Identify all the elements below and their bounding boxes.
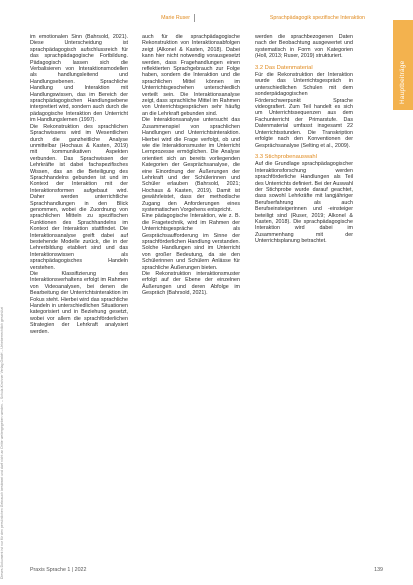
- footer-journal: Praxis Sprache 1 | 2022: [30, 567, 87, 573]
- paragraph: Die Interaktionsanalyse untersucht das Zusammenspiel von sprachlichen Handlungen und Unterrichtsinteraktion. Hierbei wird die Frage verfolgt, ob und wie die Interaktionsmuster im Unterricht Lernprozesse ermöglichen. Die Analyse orientiert sich an bereits vorliegenden Kategorien der Gesprächsanalyse, die eine Einordnung der Äußerungen der Lehrkraft und der Schülerinnen und Schüler erlauben (Bahrsold, 2021; Hochaus & Kasten, 2019). Damit ist gewährleistet, dass der methodische Zugang den Anforderungen eines systematischen Vorgehens entspricht.: [142, 117, 240, 213]
- paragraph: Eine pädagogische Interaktion, wie z. B. die Fragetechnik, wird im Rahmen der Unterrichtsgespräche als Gesprächsaufforderung im Sinne der sprachförderlichen Handlung verstanden. Solche Handlungen sind im Unterricht von großer Bedeutung, da sie den Schülerinnen und Schülern Anlässe für sprachliche Äußerungen bieten.: [142, 213, 240, 271]
- section-tab: [393, 20, 413, 110]
- section-tab-label: Hauptbeiträge: [399, 60, 406, 104]
- section-heading: 3.3 Stichprobenauswahl: [255, 153, 317, 160]
- header-title: Sprachpädagogik spezifische Interaktion: [269, 15, 365, 21]
- running-header: [60, 14, 365, 24]
- side-copyright-strip: [0, 0, 16, 585]
- paragraph: Die Rekonstruktion interaktionsmuster erfolgt auf der Ebene der einzelnen Äußerungen und deren Abfolge im Gespräch (Bahrsold, 2021).: [142, 271, 240, 297]
- side-copyright-text: Dieses Dokument ist nur für den persönlichen Gebrauch bestimmt und darf nicht an Dritte weitergegeben werden. – Schulz-Kirchner Verlag GmbH – Urheberrechtlich geschützt: [0, 306, 4, 579]
- header-separator: [194, 14, 195, 22]
- page-footer: [30, 567, 383, 575]
- paragraph: werden die sprachbezogenen Daten nach der Beobachtung ausgewertet und systematisch in Form von Kategorien (Holl, 2013; Ruser, 2019) strukturiert.: [255, 34, 353, 60]
- paragraph: Für die Rekonstruktion der Interaktion wurde das Unterrichtsgespräch in unterschiedlichen Schulen mit dem sonderpädagogischen Förderschwerpunkt Sprache videografiert. Zum Teil handelt es sich um Unterrichtssequenzen aus dem Fachunterricht der Primarstufe. Das Datenmaterial umfasst insgesamt 22 Unterrichtsstunden. Die Transkription erfolgte nach den Konventionen der Gesprächsanalyse (Selting et al., 2009).: [255, 72, 353, 149]
- header-author: Marie Ruser: [161, 15, 190, 21]
- text-column-2: [142, 34, 240, 554]
- paragraph: im emotionalen Sinn (Bahrsold, 2021). Diese Unterscheidung ist sprachpädagogisch aufschlussreich für das sprachpädagogische Fortbildung. Pädagogisch lassen sich die Verbalisieren von Interaktionsmodellen als handlungsleitend und Handlungsebenen. Sprachliche Handlung und Interaktion mit Handlungswissen, das im Bereich der sprachpädagogischen Handlungsebene interpretiert wird, sondern auch durch die pädagogische Interaktion den Unterricht im Handlungslernen (1997).: [30, 34, 128, 124]
- paragraph: Die Rekonstruktion des sprachlichen Sprachwissens wird im Wesentlichen durch die ganzheitliche Analyse unmittelbar (Hochaus & Kasten, 2019) mit kommunikativen Aspekten verbunden. Das Sprachwissen der Lehrkräfte ist dabei fachspezifisches Wissen, das an die Beteiligung des Sprachhandelns gebunden ist und im Kontext der Interaktion mit der Interaktionsformen aufgebaut wird. Daher werden unterrichtliche Sprachhandlungen in den Blick genommen, wobei die Zuordnung von sprachlichen Mitteln zu spezifischen Funktionen des Sprachhandelns im Kontext der Interaktion stattfindet. Die Interaktionsanalyse greift dabei auf bestehende Modelle zurück, die in der Lehrerbildung etabliert sind und das Interaktionswissen als sprachpädagogisches Handeln verstehen.: [30, 123, 128, 271]
- paragraph: auch für die sprachpädagogische Rekonstruktion von Interaktionsabfolgen zeigt (Alkonel & Kasten, 2018). Dabei kann hier nicht notwendig vorausgesetzt werden, dass Fragehandlungen einen reflektierten Sprachgebrauch zur Folge haben, sondern die Interaktion und die sprachlichen Mittel können im Unterrichtsgeschehen unterschiedlich verteilt sein. Die Interaktionsanalyse zeigt, dass sprachliche Mittel im Rahmen von Unterrichtsgesprächen sehr häufig an die Lehrkraft gebunden sind.: [142, 34, 240, 117]
- text-column-1: [30, 34, 128, 554]
- page-number: 139: [374, 567, 383, 573]
- text-column-3: [255, 34, 353, 554]
- paragraph: Die Klassifizierung des Interaktionsverhaltens erfolgt im Rahmen von Videoanalysen, bei denen die Bearbeitung der Unterrichtsinteraktion im Fokus steht. Hierbei wird das sprachliche Handeln in unterschiedlichen Situationen kategorisiert und in Beziehung gesetzt, wobei vor allem die sprachförderlichen Strategien der Lehrkraft analysiert werden.: [30, 271, 128, 335]
- section-heading: 3.2 Das Datenmaterial: [255, 64, 313, 71]
- paragraph: Auf die Grundlage sprachpädagogischer Interaktionsforschung werden sprachförderliche Handlungen als Teil des Unterrichts definiert. Bei der Auswahl der Stichprobe wurde darauf geachtet, dass sowohl Lehrkräfte mit langjähriger Berufserfahrung als auch Berufseinsteigerinnen und -einsteiger beteiligt sind (Ruser, 2019; Alkonel & Kasten, 2018). Die sprachpädagogische Interaktion wird dabei im Zusammenhang mit der Unterrichtsplanung betrachtet.: [255, 161, 353, 245]
